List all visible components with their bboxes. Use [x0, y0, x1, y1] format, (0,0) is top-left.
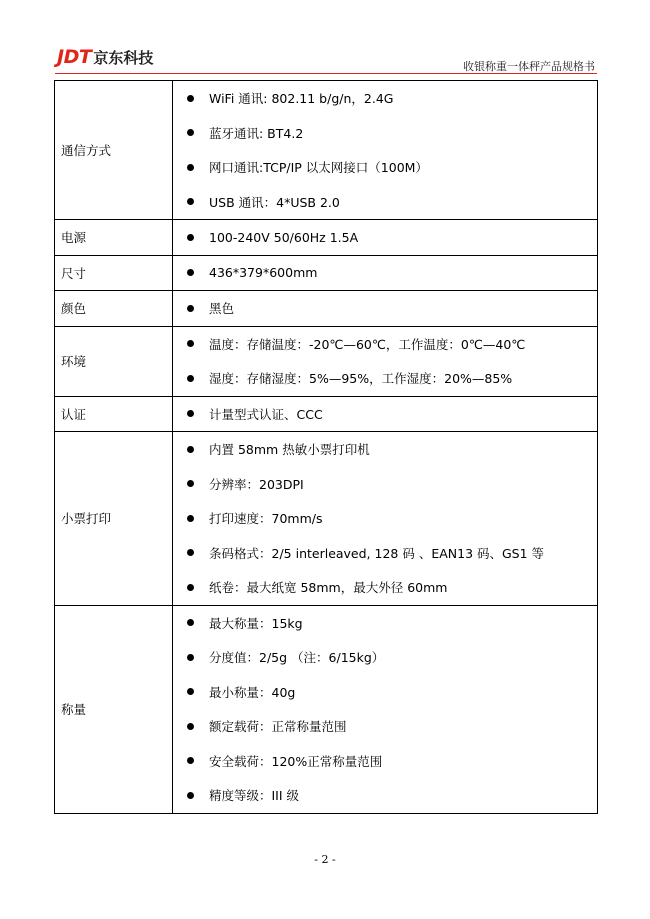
spec-item: [182, 256, 597, 291]
spec-item: [182, 606, 597, 641]
spec-item: [182, 397, 597, 432]
spec-item: [182, 467, 597, 502]
bullet-icon: [187, 654, 194, 661]
spec-category: 称量: [55, 605, 173, 813]
spec-table: [54, 80, 598, 814]
spec-item-text: 网口通讯:TCP/IP 以太网接口（100M）: [209, 160, 428, 176]
spec-category: 小票打印: [55, 432, 173, 606]
bullet-icon: [187, 584, 194, 591]
spec-item: [182, 432, 597, 467]
spec-category: 电源: [55, 220, 173, 256]
bullet-icon: [187, 446, 194, 453]
spec-row: [55, 605, 598, 813]
spec-item-text: 分辨率：203DPI: [209, 476, 304, 492]
spec-item-text: 100-240V 50/60Hz 1.5A: [209, 229, 359, 245]
bullet-icon: [187, 757, 194, 764]
bullet-icon: [187, 688, 194, 695]
spec-row: [55, 291, 598, 327]
bullet-icon: [187, 480, 194, 487]
spec-item-text: 湿度：存储湿度：5%—95%，工作湿度：20%—85%: [209, 371, 513, 387]
spec-row: [55, 396, 598, 432]
bullet-icon: [187, 340, 194, 347]
spec-values: [173, 291, 598, 327]
bullet-icon: [187, 269, 194, 276]
spec-item-text: 打印速度：70mm/s: [209, 511, 323, 527]
bullet-icon: [187, 723, 194, 730]
spec-item-text: 额定载荷：正常称量范围: [209, 719, 347, 735]
spec-item-text: 黑色: [209, 301, 235, 317]
bullet-icon: [187, 515, 194, 522]
bullet-icon: [187, 375, 194, 382]
spec-item-text: WiFi 通讯: 802.11 b/g/n，2.4G: [209, 91, 394, 107]
spec-item-text: 最大称量：15kg: [209, 615, 303, 631]
spec-item: [182, 536, 597, 571]
spec-category: 颜色: [55, 291, 173, 327]
spec-item-text: 温度：存储温度：-20℃—60℃，工作温度：0℃—40℃: [209, 336, 526, 352]
spec-values: [173, 220, 598, 256]
spec-row: [55, 432, 598, 606]
spec-item: [182, 150, 597, 185]
spec-item: [182, 778, 597, 813]
bullet-icon: [187, 619, 194, 626]
spec-item: [182, 327, 597, 362]
page-number: - 2 -: [314, 853, 336, 866]
company-logo: [57, 46, 153, 68]
spec-values: [173, 432, 598, 606]
spec-item: [182, 570, 597, 605]
spec-item: [182, 220, 597, 255]
bullet-icon: [187, 549, 194, 556]
bullet-icon: [187, 234, 194, 241]
spec-item: [182, 361, 597, 396]
bullet-icon: [187, 305, 194, 312]
bullet-icon: [187, 95, 194, 102]
spec-item-text: 计量型式认证、CCC: [209, 406, 323, 422]
spec-category: 尺寸: [55, 255, 173, 291]
bullet-icon: [187, 198, 194, 205]
spec-category: 认证: [55, 396, 173, 432]
document-title: 收银称重一体秤产品规格书: [463, 60, 595, 73]
spec-item-text: 安全载荷：120%正常称量范围: [209, 753, 383, 769]
spec-item-text: 内置 58mm 热敏小票打印机: [209, 442, 370, 458]
spec-row: [55, 220, 598, 256]
spec-item: [182, 81, 597, 116]
bullet-icon: [187, 410, 194, 417]
spec-item-text: USB 通讯：4*USB 2.0: [209, 194, 340, 210]
spec-row: [55, 81, 598, 220]
spec-values: [173, 605, 598, 813]
spec-row: [55, 255, 598, 291]
bullet-icon: [187, 792, 194, 799]
spec-item-text: 蓝牙通讯: BT4.2: [209, 125, 304, 141]
spec-values: [173, 326, 598, 396]
logo-text: 京东科技: [93, 49, 154, 67]
spec-values: [173, 396, 598, 432]
spec-values: [173, 81, 598, 220]
header-divider: [55, 73, 597, 74]
spec-item-text: 最小称量：40g: [209, 684, 296, 700]
spec-item-text: 436*379*600mm: [209, 265, 318, 281]
spec-item: [182, 675, 597, 710]
page-header: [57, 46, 597, 74]
logo-mark: JDT: [57, 46, 92, 68]
spec-table-body: [55, 81, 598, 814]
spec-item: [182, 291, 597, 326]
spec-item-text: 纸卷：最大纸宽 58mm，最大外径 60mm: [209, 580, 448, 596]
spec-item: [182, 709, 597, 744]
spec-item: [182, 640, 597, 675]
spec-category: 通信方式: [55, 81, 173, 220]
bullet-icon: [187, 129, 194, 136]
spec-row: [55, 326, 598, 396]
bullet-icon: [187, 164, 194, 171]
spec-values: [173, 255, 598, 291]
spec-item-text: 条码格式：2/5 interleaved, 128 码 、EAN13 码、GS1 等: [209, 545, 545, 561]
spec-category: 环境: [55, 326, 173, 396]
spec-item: [182, 501, 597, 536]
spec-item: [182, 185, 597, 220]
spec-item: [182, 116, 597, 151]
spec-item-text: 精度等级：III 级: [209, 788, 300, 804]
spec-item: [182, 744, 597, 779]
spec-item-text: 分度值：2/5g （注：6/15kg）: [209, 650, 385, 666]
